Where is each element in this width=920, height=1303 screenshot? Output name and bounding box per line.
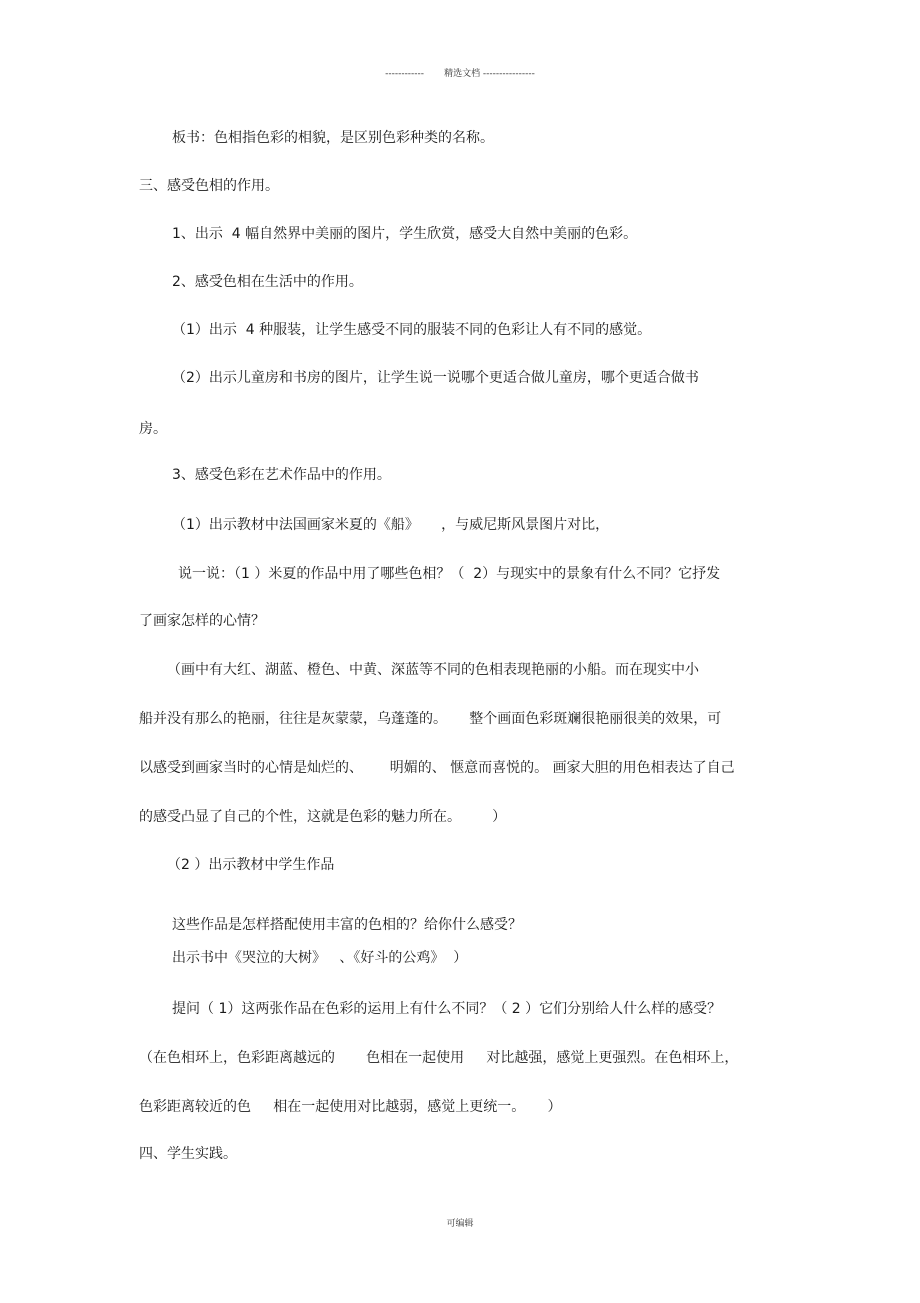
text-line-question: 这些作品是怎样搭配使用丰富的色相的？给你什么感受？ — [172, 917, 522, 933]
text-line-sub-2: （2）出示儿童房和书房的图片，让学生说一说哪个更适合做儿童房，哪个更适合做书 — [172, 370, 699, 386]
text-line-ask: 提问（ 1）这两张作品在色彩的运用上有什么不同？（ 2 ）它们分别给人什么样的感受？ — [172, 1001, 722, 1017]
text-line-sub-3-1: （1）出示教材中法国画家米夏的《船》 ，与威尼斯风景图片对比， — [172, 517, 610, 533]
page-header: ------------ 精选文档 ---------------- — [385, 69, 535, 79]
text-line-para-1: （画中有大红、湖蓝、橙色、中黄、深蓝等不同的色相表现艳丽的小船。而在现实中小 — [167, 662, 699, 678]
text-line-item-3: 3、感受色彩在艺术作品中的作用。 — [172, 467, 391, 483]
text-line-sub-2-cont: 房。 — [139, 421, 167, 437]
page-footer: 可编辑 — [446, 1219, 474, 1229]
text-line-para-4: 的感受凸显了自己的个性，这就是色彩的魅力所在。 ） — [139, 809, 507, 825]
text-line-para-2: 船并没有那么的艳丽，往往是灰蒙蒙，乌蓬蓬的。 整个画面色彩斑斓很艳丽很美的效果，可 — [139, 711, 722, 727]
text-line-discuss-cont: 了画家怎样的心情？ — [139, 613, 265, 629]
section-heading-3: 三、感受色相的作用。 — [139, 178, 279, 194]
text-line-item-2: 2、感受色相在生活中的作用。 — [172, 274, 363, 290]
text-line-answer-2: 色彩距离较近的色 相在一起使用对比越弱，感觉上更统一。 ） — [139, 1099, 562, 1115]
text-line-sub-3-2: （2 ）出示教材中学生作品 — [167, 857, 335, 873]
text-line-discuss: 说一说：（1 ）米夏的作品中用了哪些色相？（ 2）与现实中的景象有什么不同？它抒发 — [178, 566, 721, 582]
text-line-show-works: 出示书中《哭泣的大树》 、《好斗的公鸡》 ） — [172, 950, 468, 966]
text-line-answer-1: （在色相环上，色彩距离越远的 色相在一起使用 对比越强，感觉上更强烈。在色相环上， — [139, 1050, 739, 1066]
text-line-para-3: 以感受到画家当时的心情是灿烂的、 明媚的、 惬意而喜悦的。 画家大胆的用色相表达了自己 — [139, 760, 735, 776]
text-line-sub-1: （1）出示 4 种服装，让学生感受不同的服装不同的色彩让人有不同的感觉。 — [172, 322, 652, 338]
section-heading-4: 四、学生实践。 — [139, 1146, 237, 1162]
text-line-board: 板书：色相指色彩的相貌，是区别色彩种类的名称。 — [172, 130, 494, 146]
text-line-item-1: 1、出示 4 幅自然界中美丽的图片，学生欣赏，感受大自然中美丽的色彩。 — [172, 226, 638, 242]
